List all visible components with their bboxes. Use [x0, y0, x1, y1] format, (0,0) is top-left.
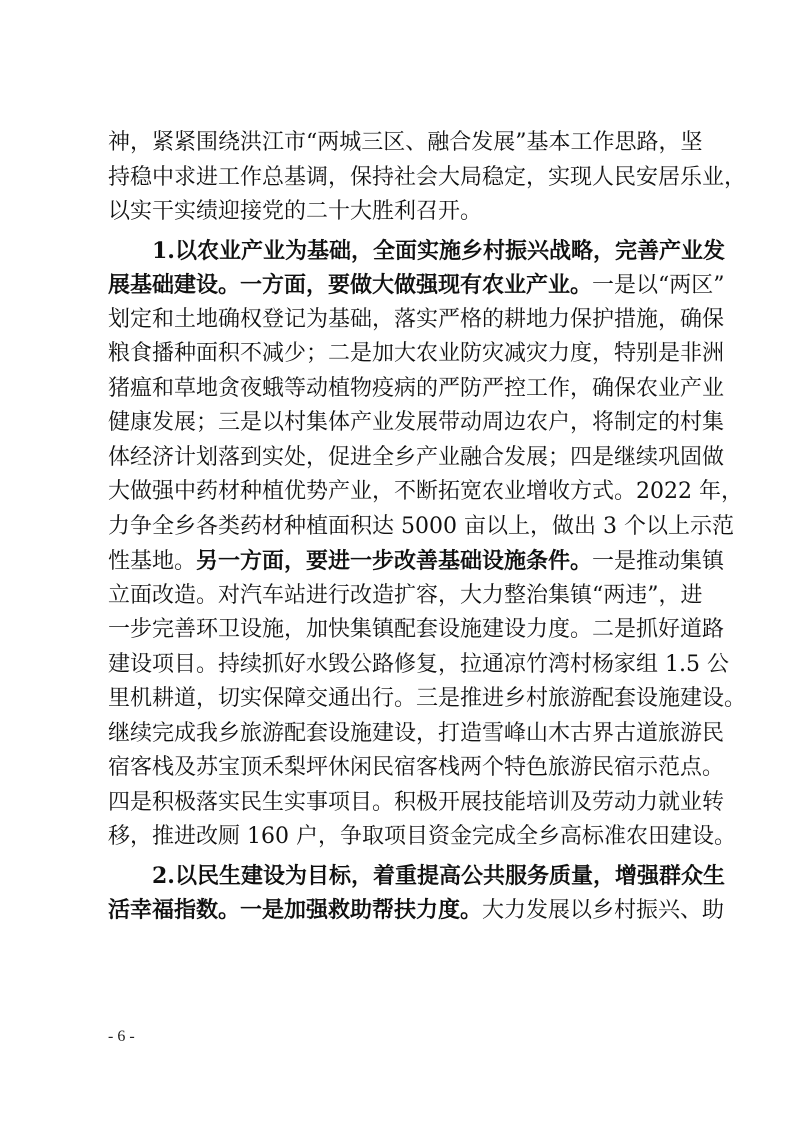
text-run: 性基地。: [108, 549, 197, 574]
text-line: [108, 544, 725, 579]
text-line: 粮食播种面积不减少；二是加大农业防灾减灾力度，特别是非洲: [108, 341, 725, 366]
text-line: 建设项目。持续抓好水毁公路修复，拉通凉竹湾村杨家组 1.5 公: [108, 651, 729, 677]
text-line: 持稳中求进工作总基调，保持社会大局稳定，实现人民安居乐业，: [108, 164, 747, 190]
section-heading: 2.以民生建设为目标，着重提高公共服务质量，增强群众生: [152, 862, 725, 889]
text-line: 体经济计划落到实处，促进全乡产业融合发展；四是继续巩固做: [108, 444, 725, 470]
text-line: 大做强中药材种植优势产业，不断拓宽农业增收方式。2022 年，: [108, 479, 743, 504]
text-line: 立面改造。对汽车站进行改造扩容，大力整治集镇“两违”，进: [108, 582, 703, 608]
page-number: - 6 -: [108, 1028, 135, 1045]
text-line: 一步完善环卫设施，加快集镇配套设施建设力度。二是抓好道路: [108, 617, 725, 642]
text-run: 一是以“两区”: [592, 273, 725, 298]
paragraph-2: [108, 234, 747, 855]
text-run: 一是推动集镇: [592, 549, 725, 574]
subheading: 展基础建设。一方面，要做大做强现有农业产业。: [108, 272, 593, 298]
text-line: 移，推进改厕 160 户，争取项目资金完成全乡高标准农田建设。: [108, 824, 736, 849]
text-line: 划定和土地确权登记为基础，落实严格的耕地力保护措施，确保: [108, 306, 725, 332]
text-line: 宿客栈及苏宝顶禾梨坪休闲民宿客栈两个特色旅游民宿示范点。: [108, 755, 725, 780]
paragraph-1: [108, 126, 747, 230]
text-line: 神，紧紧围绕洪江市“两城三区、融合发展”基本工作思路，坚: [108, 130, 703, 155]
text-line: [108, 893, 725, 928]
section-heading-line: [108, 234, 725, 269]
text-line: 继续完成我乡旅游配套设施建设，打造雪峰山木古界古道旅游民: [108, 720, 725, 746]
section-heading: 1.以农业产业为基础，全面实施乡村振兴战略，完善产业发: [152, 237, 725, 264]
text-line: 里机耕道，切实保障交通出行。三是推进乡村旅游配套设施建设。: [108, 686, 747, 711]
text-line: 猪瘟和草地贪夜蛾等动植物疫病的严防严控工作，确保农业产业: [108, 375, 725, 401]
text-run: 大力发展以乡村振兴、助: [482, 898, 725, 923]
text-line: 四是积极落实民生实事项目。积极开展技能培训及劳动力就业转: [108, 789, 725, 815]
document-body: [108, 126, 747, 928]
text-line: 以实干实绩迎接党的二十大胜利召开。: [108, 199, 483, 224]
text-line: [108, 268, 725, 303]
text-line: 健康发展；三是以村集体产业发展带动周边农户，将制定的村集: [108, 410, 725, 435]
paragraph-3: [108, 859, 725, 928]
subheading: 另一方面，要进一步改善基础设施条件。: [196, 548, 593, 574]
text-line: 力争全乡各类药材种植面积达 5000 亩以上，做出 3 个以上示范: [108, 513, 734, 539]
subheading: 活幸福指数。一是加强救助帮扶力度。: [108, 897, 483, 923]
section-heading-line: [108, 859, 725, 894]
